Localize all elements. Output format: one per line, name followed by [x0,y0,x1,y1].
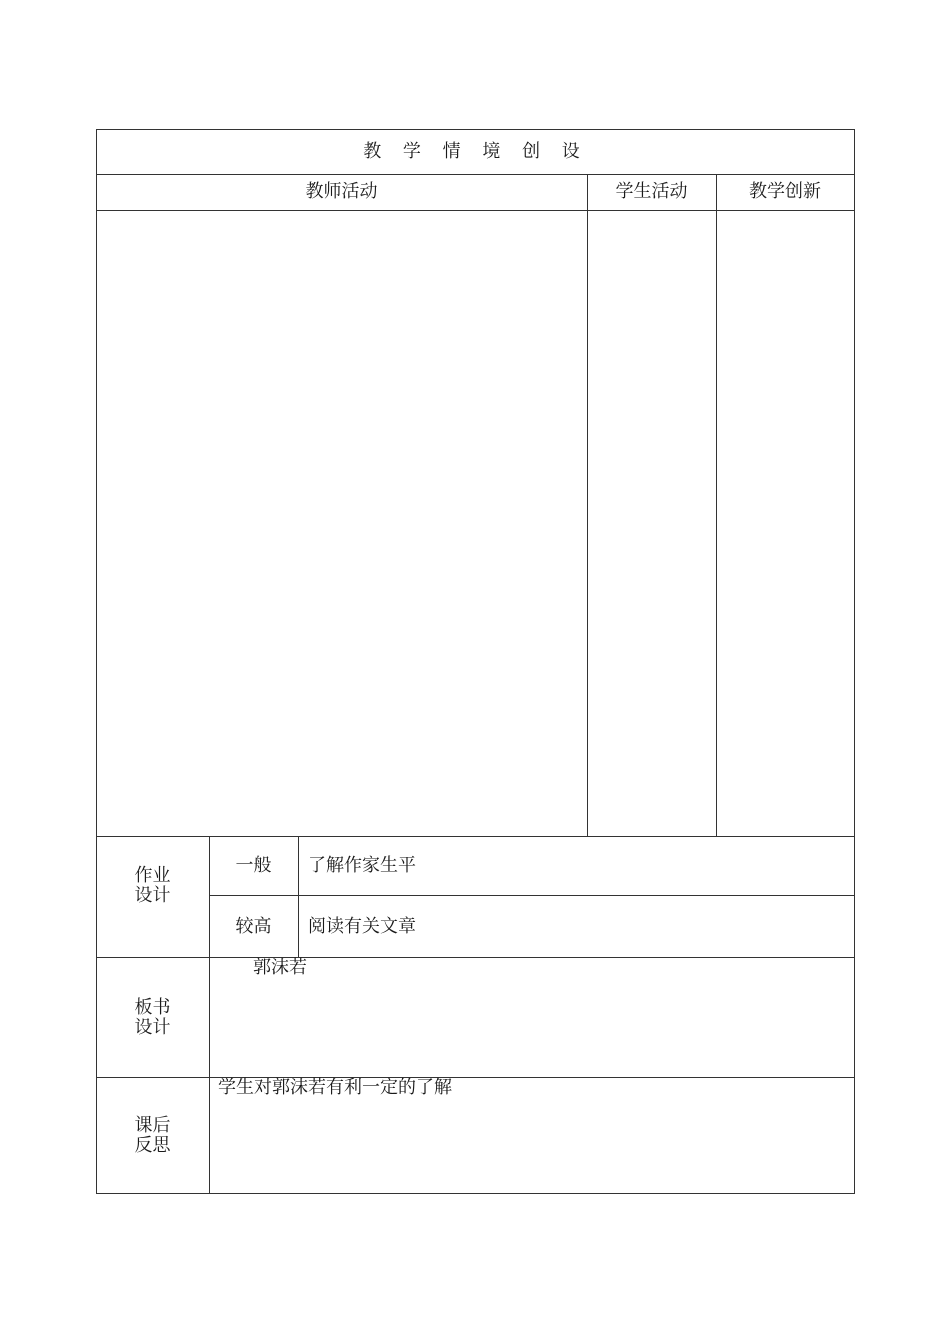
row-divider-title [96,174,855,175]
homework-label-line1: 作业 [134,865,171,886]
table-title: 教 学 情 境 创 设 [363,141,588,162]
col-divider-label [209,836,210,1194]
column-header-teacher: 教师活动 [305,181,378,202]
row-divider-homework-inner [209,895,855,896]
col-divider-innovation [716,174,717,837]
row-divider-columns [96,210,855,211]
col-divider-student [587,174,588,837]
reflection-label-line1: 课后 [134,1115,171,1136]
board-label-line2: 设计 [134,1017,171,1038]
column-header-student: 学生活动 [615,181,688,202]
homework-content-advanced: 阅读有关文章 [308,916,416,937]
homework-label [96,866,209,906]
homework-level-advanced: 较高 [235,916,272,937]
reflection-label [96,1116,209,1156]
column-header-innovation: 教学创新 [749,181,821,202]
homework-content-general: 了解作家生平 [308,855,416,876]
reflection-label-line2: 反思 [134,1135,171,1156]
board-label-line1: 板书 [134,997,171,1018]
homework-label-line2: 设计 [134,885,171,906]
table-border-top [96,129,855,130]
col-divider-level [298,836,299,958]
table-border-right [854,129,855,1194]
homework-level-general: 一般 [235,855,272,876]
board-content: 郭沫若 [253,957,307,978]
board-label [96,998,209,1038]
reflection-content: 学生对郭沫若有利一定的了解 [218,1077,452,1098]
